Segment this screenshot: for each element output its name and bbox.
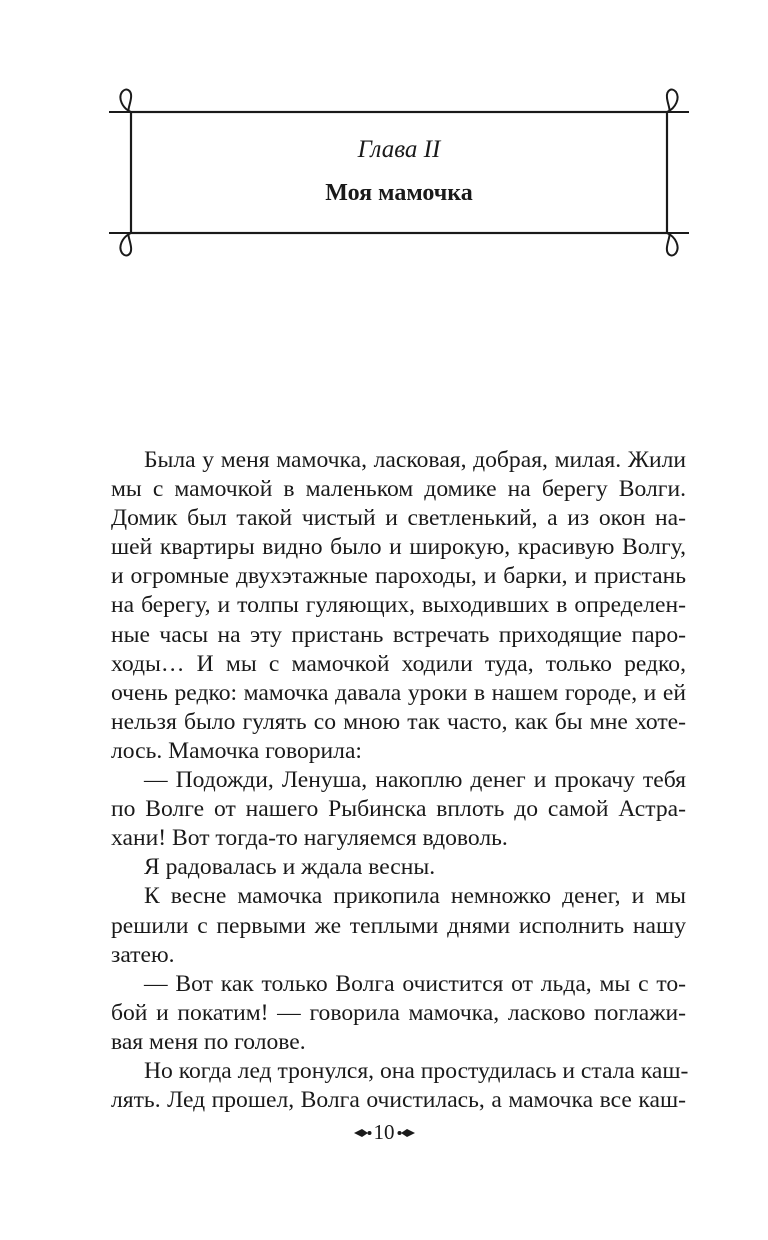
text-line: лять. Лед прошел, Волга очистилась, а мамочка все каш- xyxy=(111,1087,686,1114)
text-line: очень редко: мамочка давала уроки в нашем городе, и ей xyxy=(111,679,686,706)
paragraph xyxy=(111,970,686,1057)
text-line: бой и покатим! — говорила мамочка, ласково поглажи- xyxy=(111,999,686,1026)
text-line: ные часы на эту пристань встречать приходящие паро- xyxy=(111,621,686,648)
text-line: вая меня по голове. xyxy=(111,1028,306,1055)
text-line: мы с мамочкой в маленьком домике на берегу Волги. xyxy=(111,476,686,503)
left-ornament-icon xyxy=(354,1119,372,1145)
body-text xyxy=(111,446,689,1115)
ornamental-frame-border xyxy=(104,84,694,260)
text-line: — Подожди, Ленуша, накоплю денег и прокачу тебя xyxy=(144,767,686,794)
chapter-number: Глава II xyxy=(357,136,441,163)
paragraph xyxy=(111,853,686,882)
text-line: лось. Мамочка говорила: xyxy=(111,737,362,764)
page-number: 10 xyxy=(373,1120,395,1145)
text-line: нельзя было гулять со мною так часто, как бы мне хоте- xyxy=(111,708,686,735)
text-line: Была у меня мамочка, ласковая, добрая, милая. Жили xyxy=(144,447,686,473)
text-line: хани! Вот тогда-то нагуляемся вдоволь. xyxy=(111,825,508,852)
chapter-title: Моя мамочка xyxy=(325,180,473,206)
text-line: по Волге от нашего Рыбинска вплоть до самой Астра- xyxy=(111,796,686,823)
text-line: и огромные двухэтажные пароходы, и барки, и пристань xyxy=(111,563,686,590)
text-line: Но когда лед тронулся, она простудилась и стала каш- xyxy=(144,1057,689,1084)
text-line: затею. xyxy=(111,941,175,968)
text-line: — Вот как только Волга очистится от льда, мы с то- xyxy=(144,970,686,997)
text-line: Я радовалась и ждала весны. xyxy=(144,854,436,881)
right-ornament-icon xyxy=(397,1119,415,1145)
text-line: ходы… И мы с мамочкой ходили туда, только редко, xyxy=(111,650,686,677)
text-line: на берегу, и толпы гуляющих, выходивших в определен- xyxy=(111,592,686,619)
paragraph xyxy=(111,1057,689,1115)
paragraph xyxy=(111,882,686,969)
text-line: шей квартиры видно было и широкую, красивую Волгу, xyxy=(111,534,686,561)
paragraph xyxy=(111,766,686,853)
chapter-header-frame xyxy=(104,84,694,260)
text-line: Домик был такой чистый и светленький, а из окон на- xyxy=(111,505,686,532)
text-line: решили с первыми же теплыми днями исполнить нашу xyxy=(111,912,686,939)
page-number-footer xyxy=(0,1117,768,1145)
paragraph xyxy=(111,446,686,766)
text-line: К весне мамочка прикопила немножко денег, и мы xyxy=(144,883,686,910)
